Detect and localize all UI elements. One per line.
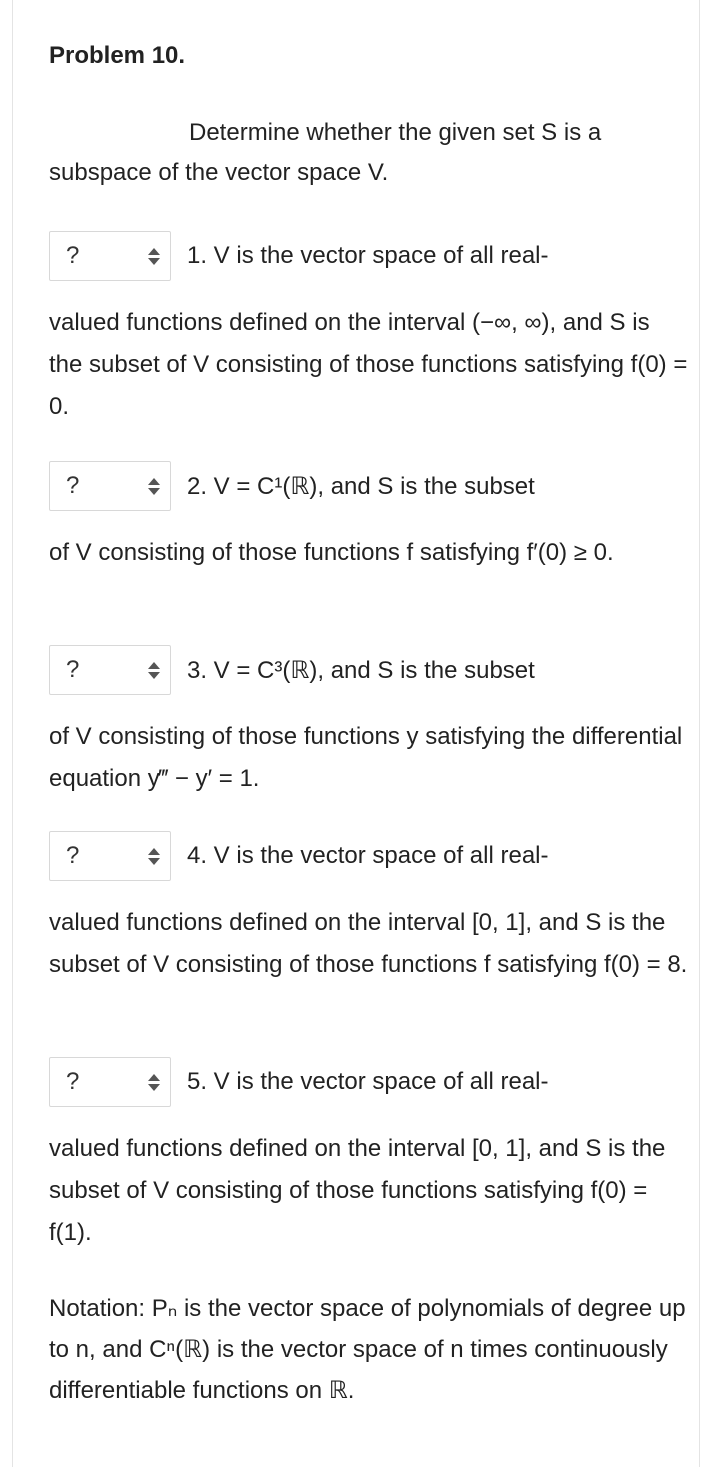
up-down-chevron-icon: [148, 848, 160, 865]
up-down-chevron-icon: [148, 478, 160, 495]
answer-select-4[interactable]: [49, 831, 171, 881]
question-lead-4: 4. V is the vector space of all real-: [187, 842, 549, 869]
problem-intro: [49, 113, 689, 193]
question-item-2: [49, 460, 689, 574]
question-lead-2: 2. V = C¹(ℝ), and S is the subset: [187, 472, 535, 500]
select-value: ?: [66, 1068, 80, 1095]
problem-card: [12, 0, 700, 1467]
question-text-2: of V consisting of those functions f satisfying f′(0) ≥ 0.: [49, 539, 614, 566]
up-down-chevron-icon: [148, 1074, 160, 1091]
select-value: ?: [66, 242, 80, 269]
question-text-5: valued functions defined on the interval [0, 1], and S is the subset of V consisting of those functions satisfying f(0) = f(1).: [49, 1135, 666, 1246]
answer-select-2[interactable]: [49, 461, 171, 511]
problem-intro-text: Determine whether the given set S is a subspace of the vector space V.: [49, 119, 602, 186]
answer-select-1[interactable]: [49, 231, 171, 281]
problem-title: Problem 10.: [49, 42, 186, 69]
question-item-5: [49, 1056, 689, 1254]
answer-select-3[interactable]: [49, 645, 171, 695]
up-down-chevron-icon: [148, 248, 160, 265]
question-item-3: [49, 644, 689, 800]
question-text-3: of V consisting of those functions y satisfying the differential equation y‴ − y′ = 1.: [49, 723, 683, 792]
answer-select-5[interactable]: [49, 1057, 171, 1107]
select-value: ?: [66, 842, 80, 869]
question-text-4: valued functions defined on the interval [0, 1], and S is the subset of V consisting of those functions f satisfying f(0) = 8.: [49, 909, 688, 978]
question-item-4: [49, 830, 689, 986]
select-value: ?: [66, 472, 80, 499]
question-lead-5: 5. V is the vector space of all real-: [187, 1068, 549, 1095]
notation-text: Notation: Pₙ is the vector space of polynomials of degree up to n, and Cⁿ(ℝ) is the vector space of n times continuously differentiable functions on ℝ.: [49, 1295, 686, 1404]
up-down-chevron-icon: [148, 662, 160, 679]
question-lead-1: 1. V is the vector space of all real-: [187, 242, 549, 269]
select-value: ?: [66, 656, 80, 683]
question-item-1: [49, 230, 689, 428]
question-text-1: valued functions defined on the interval (−∞, ∞), and S is the subset of V consisting of those functions satisfying f(0) = 0.: [49, 309, 688, 420]
question-lead-3: 3. V = C³(ℝ), and S is the subset: [187, 656, 535, 684]
